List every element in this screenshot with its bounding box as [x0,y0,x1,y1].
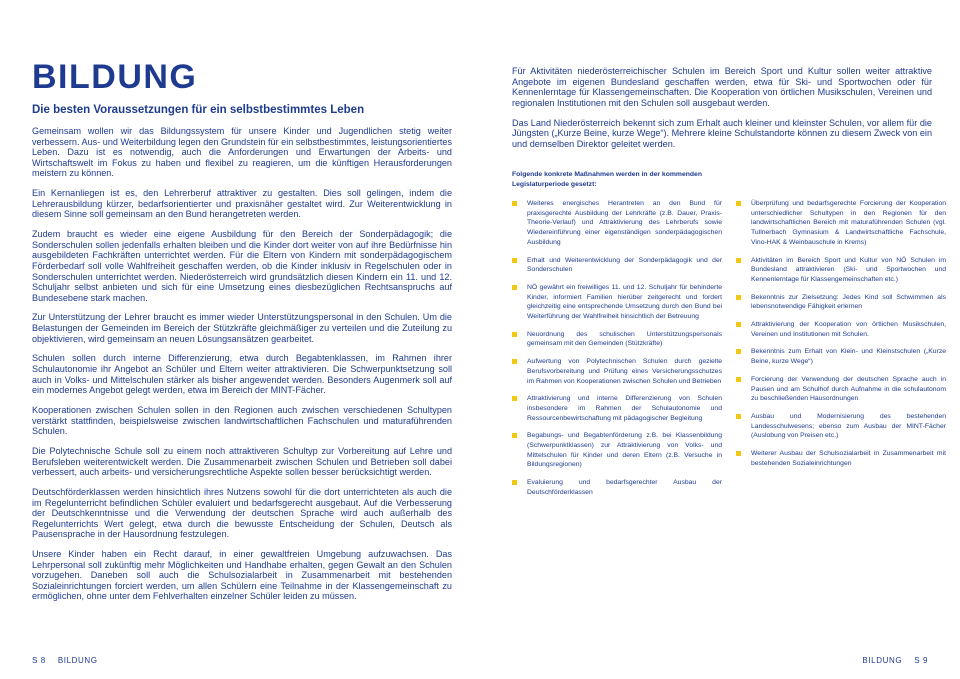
measure-item [736,256,946,285]
bullet-square-icon [736,258,741,263]
bullet-square-icon [512,396,517,401]
measure-text: Neuordnung des schulischen Unterstützungspersonals gemeinsam mit den Gemeinden (Stützkräfte) [527,330,722,348]
footer-section: BILDUNG [57,656,98,665]
measure-text: Weiterer Ausbau der Schulsozialarbeit in Zusammenarbeit mit bestehenden Sozialeinrichtungen [751,450,946,467]
measure-text: Aufwertung von Polytechnischen Schulen durch gezielte Berufsvorbereitung und Prüfung eines Versicherungsschutzes im Rahmen von Kooperationen zwischen Schulen und Betrieben [527,358,722,385]
page-number: S 8 [32,656,46,665]
bullet-square-icon [512,285,517,290]
measure-text: Bekenntnis zur Zielsetzung: Jedes Kind soll Schwimmen als lebensnotwendige Fähigkeit erlernen [751,293,946,311]
right-body-text [512,66,932,159]
bullet-square-icon [512,201,517,206]
left-footer [32,656,98,665]
paragraph: Die Polytechnische Schule soll zu einem noch attraktiveren Schultyp zur Vorbereitung auf Lehre und Berufsleben weiterentwickelt werden. Die Zusammenarbeit zwischen Schulen und Betrieben soll dabei verbessert, auch arbeits- und versicherungsrechtliche Aspekte sollen besser berücksichtigt werden. [32,445,452,478]
measure-item [512,478,722,497]
paragraph: Das Land Niederösterreich bekennt sich zum Erhalt auch kleiner und kleinster Schulen, vor allem für die Jüngsten („Kurze Beine, kurze Wege“). Mehrere kleine Schulstandorte können zu diesem Zweck von ein und demselben Direktor geleitet werden. [512,117,932,149]
bullet-square-icon [512,332,517,337]
measure-text: Überprüfung und bedarfsgerechte Forcierung der Kooperation unterschiedlicher Schultypen in den Regionen für den landwirtschaftlichen Bereich mit maturaführenden Schulen (vgl. Tullnerbach Gymnasium & Landwirtschaftliche Fachschule, Vino-HAK & Weinbauschule in Krems) [751,200,946,246]
page-number: S 9 [914,656,928,665]
measure-item [512,199,722,248]
bullet-square-icon [736,451,741,456]
bullet-square-icon [736,201,741,206]
footer-section: BILDUNG [862,656,903,665]
bullet-square-icon [736,349,741,354]
paragraph: Unsere Kinder haben ein Recht darauf, in einer gewaltfreien Umgebung aufzuwachsen. Das Lehrpersonal soll zukünftig mehr Möglichkeiten und Handhabe erhalten, gegen Gewalt an den Schulen vorzugehen. Daneben soll auch die Schulsozialarbeit in Zusammenarbeit mit bestehenden Sozialeinrichtungen forciert werden, um allen Schülern eine Teilnahme in der Klassengemeinschaft zu ermöglichen, ohne unter dem Fehlverhalten einzelner Schüler leiden zu müssen. [32,549,452,602]
measure-item [512,394,722,423]
paragraph: Schulen sollen durch interne Differenzierung, etwa durch Begabtenklassen, im Rahmen ihrer Schulautonomie ihr Angebot an Schüler und Eltern weiter attraktivieren. Die Schwerpunktsetzung soll auch in Volks- und Mittelschulen stärker als bisher angewendet werden. Besonders Augenmerk soll auf ein modernes Angebot gelegt werden, etwa im Bereich der MINT-Fächer. [32,353,452,396]
paragraph: Gemeinsam wollen wir das Bildungssystem für unsere Kinder und Jugendlichen stetig weiter verbessern. Aus- und Weiterbildung legen den Grundstein für ein selbstbestimmtes, leistungsorientiertes Leben. Dazu ist es notwendig, auch die Anforderungen und Erwartungen der Arbeits- und Wirtschaftswelt im Fokus zu haben und flexibel zu reagieren, um die künftigen Herausforderungen meistern zu können. [32,126,452,179]
right-page [480,0,960,679]
paragraph: Zur Unterstützung der Lehrer braucht es immer wieder Unterstützungspersonal in den Schulen. Um die Belastungen der Gemeinden im Bereich der Stützkräfte gleichmäßiger zu verteilen und die Zuteilung zu objektivieren, wird gemeinsam an neuen Lösungsansätzen gearbeitet. [32,312,452,344]
measure-item [736,320,946,339]
bullet-square-icon [736,322,741,327]
bullet-square-icon [736,414,741,419]
measure-item [736,293,946,312]
measure-text: Attraktivierung der Kooperation von örtlichen Musikschulen, Vereinen und Institutionen mit Schulen. [751,321,946,338]
measure-text: Forcierung der Verwendung der deutschen Sprache auch in Pausen und am Schulhof durch Aufnahme in die schulautonom zu beschließenden Hausordnungen [751,375,946,403]
paragraph: Kooperationen zwischen Schulen sollen in den Regionen auch zwischen verschiedenen Schultypen verstärkt stattfinden, beispielsweise zwischen landwirtschaftlichen Fachschulen und maturaführenden Schulen. [32,405,452,437]
measure-item [736,347,946,366]
bullet-square-icon [512,258,517,263]
measure-text: Aktivitäten im Bereich Sport und Kultur von NÖ Schulen im Bundesland attraktivieren (Ski- und Sportwochen und Kennenlerntage für Klassengemeinschaften etc.) [751,256,946,283]
paragraph: Zudem braucht es wieder eine eigene Ausbildung für den Bereich der Sonderpädagogik; die Sonderschulen sollen jedenfalls erhalten bleiben und die Kinder dort weiter von auf ihre Bedürfnisse hin ausgebildeten Fachkräften unterrichtet werden. Für die Eltern von Kindern mit sonderpädagogischem Förderbedarf soll volle Wahlfreiheit geschaffen werden, ob die Kinder inklusiv in Regelschulen oder in Sonderschulen unterrichtet werden. Niederösterreich wird grundsätzlich diesen Kindern ein 11. und 12. Schuljahr selbst anbieten und sich für eine Umsetzung eines diesbezüglichen Rechtsanspruchs auf Bundesebene stark machen. [32,229,452,303]
measure-item [512,330,722,349]
page-title: BILDUNG [32,58,198,96]
right-footer [862,656,928,665]
measure-item [512,357,722,386]
bullet-square-icon [736,377,741,382]
measure-text: Weiteres energisches Herantreten an den Bund für praxisgerechte Ausbildung der Lehrkräfte (z.B. Dauer, Praxis-Theorie-Verlauf) und Attraktivierung des Lehrberufs sowie Wiedereinführung einer eigenständigen sonderpädagogischen Ausbildung [527,200,722,246]
bullet-square-icon [512,433,517,438]
measure-text: Ausbau und Modernisierung des bestehenden Landesschulwesens; ebenso zum Ausbau der MINT-Fächer (Auslobung von Preisen etc.) [751,412,946,440]
paragraph: Deutschförderklassen werden hinsichtlich ihres Nutzens sowohl für die dort unterrichteten als auch die im Regelunterricht befindlichen Schüler evaluiert und bedarfsgerecht ausgebaut. Auf die Verbesserung der Deutschkenntnisse und die Verwendung der deutschen Sprache wird auch außerhalb des Regelunterrichts Wert gelegt, etwa durch die bewusste Entscheidung der Schulen, Deutsch als Pausensprache in der Hausordnung festzulegen. [32,486,452,540]
measure-item [736,449,946,468]
measure-text: Erhalt und Weiterentwicklung der Sonderpädagogik und der Sonderschulen [527,256,722,274]
measure-text: Evaluierung und bedarfsgerechter Ausbau der Deutschförderklassen [527,479,722,496]
measure-text: Begabungs- und Begabtenförderung z.B. bei Klassenbildung (Schwerpunktklassen) zur Attraktivierung von Volks- und Mittelschulen für Kinder und deren Eltern (z.B. Versuche in Bildungsregionen) [527,432,722,469]
measures-heading: Folgende konkrete Maßnahmen werden in der kommenden Legislaturperiode gesetzt: [512,171,702,188]
measure-item [512,283,722,322]
measure-item [736,375,946,404]
measure-text: Attraktivierung und interne Differenzierung von Schulen insbesondere im Rahmen der Schulautonomie und Ressourcenbewirtschaftung mit pädagogischer Begleitung [527,395,722,422]
measure-item [512,431,722,470]
left-body-text [32,126,452,611]
measure-item [736,199,946,248]
measure-text: Bekenntnis zum Erhalt von Klein- und Kleinstschulen („Kurze Beine, kurze Wege“) [751,348,946,366]
measures-list-left [512,199,722,498]
page-subtitle: Die besten Voraussetzungen für ein selbstbestimmtes Leben [32,104,365,116]
measure-item [736,412,946,441]
measure-text: NÖ gewährt ein freiwilliges 11. und 12. Schuljahr für behinderte Kinder, informiert Familien hierüber zeitgerecht und fordert gleichzeitig eine entsprechende Umsetzung durch den Bund bei Weiterführung der Wahlfreiheit hinsichtlich der Betreuung [527,283,722,321]
bullet-square-icon [736,295,741,300]
bullet-square-icon [512,359,517,364]
measures-list-right [736,199,946,468]
paragraph: Ein Kernanliegen ist es, den Lehrerberuf attraktiver zu gestalten. Dies soll gelingen, indem die Lehrerausbildung kürzer, bedarfsorientierter und praxisnäher gestaltet wird. Zur Weiterentwicklung in diesem Sinne soll gemeinsam an den Bund herangetreten werden. [32,188,452,220]
bullet-square-icon [512,480,517,485]
measure-item [512,256,722,275]
paragraph: Für Aktivitäten niederösterreichischer Schulen im Bereich Sport und Kultur sollen weiter attraktive Angebote im eigenen Bundesland geschaffen werden, etwa für Ski- und Sportwochen oder für Kennenlerntage für Klassengemeinschaften. Die Kooperation von örtlichen Musikschulen, Vereinen und regionalen Institutionen mit den Schulen soll ausgebaut werden. [512,66,932,108]
